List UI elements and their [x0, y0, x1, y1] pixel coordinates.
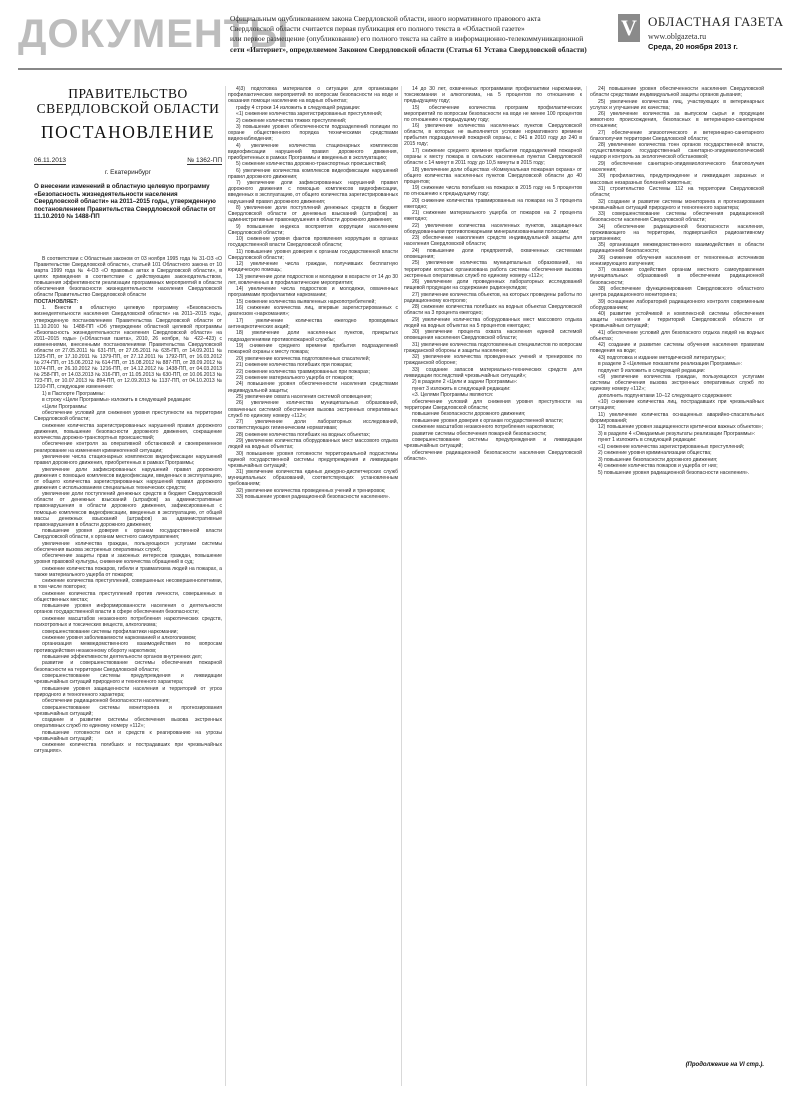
paragraph: 25) увеличение охвата населения системой оповещения; — [236, 393, 372, 400]
paragraph: снижение количества преступлений против личности, совершенных в общественных местах; — [34, 590, 222, 603]
paragraph: 3) повышение уровня обеспеченности подразделений полиции по охране общественного порядка техническими средствами видеонаблюдения; — [228, 124, 398, 143]
paragraph: 2) в разделе 2 «Цели и задачи Программы»: — [412, 379, 518, 386]
paragraph: 2) снижение уровня криминализации общества; — [598, 450, 712, 457]
paragraph: 2) снижение количества тяжких преступлений; — [236, 117, 347, 124]
notice-line: или первое размещение (опубликование) его полного текста на сайте в информационно-телекоммуникационной — [230, 34, 584, 44]
paragraph: 34) обеспечение радиационной безопасности населения, проживающего на территории, подвергшейся радиоактивному загрязнению; — [590, 223, 764, 242]
paragraph: «3. Целями Программы являются: — [412, 392, 494, 399]
paragraph: обеспечение радиационной безопасности населения Свердловской области». — [404, 449, 582, 462]
decree-meta — [34, 157, 222, 165]
notice-line: сети «Интернет», определяемом Законом Свердловской области (Статья 61 Устава Свердловской области) — [230, 44, 587, 54]
government-name — [34, 86, 222, 116]
paragraph: 43) подготовка и издание методической литературы»; — [598, 354, 726, 361]
paragraph: 5) повышение уровня радиационной безопасности населения». — [598, 469, 750, 476]
paragraph: пункт 1 изложить в следующей редакции: — [598, 437, 697, 444]
paragraph: 29) увеличение количества оборудованных мест массового отдыха людей на водных объектах; — [228, 438, 398, 451]
paragraph: 5) снижение количества дорожно-транспортных происшествий; — [236, 161, 387, 168]
paragraph: совершенствование системы предупреждения и ликвидации чрезвычайных ситуаций природного и техногенного характера; — [34, 673, 222, 686]
paragraph: 13) увеличение доли подростков и молодежи в возрасте от 14 до 30 лет, вовлеченных в профилактические мероприятия; — [228, 273, 398, 286]
paragraph: 32) увеличение количества проведенных учений и тренировок; — [236, 487, 386, 494]
paragraph: повышение уровня доверия к органам государственной власти Свердловской области, к органам местного самоуправления; — [34, 528, 222, 541]
text-column-1 — [34, 256, 222, 1086]
paragraph: обеспечение условий для снижения уровня преступности на территории Свердловской области; — [404, 398, 582, 411]
paragraph: 21) снижение количества погибших при пожарах; — [236, 362, 353, 369]
paragraph: 20) увеличение количества подготовленных спасателей; — [236, 355, 371, 362]
paragraph: «1) снижение количества зарегистрированных преступлений; — [236, 111, 383, 118]
paragraph: 38) обеспечение функционирования Свердловского областного центра радиационного мониторинга; — [590, 285, 764, 299]
paragraph: 1) в Паспорте Программы: — [42, 390, 105, 397]
paragraph: 17) снижение среднего времени прибытия подразделений пожарной охраны к месту пожара в сельских населенных пунктах Свердловской области с 14 минут в 2011 году до 10,5 минуты в 2015 году; — [404, 147, 582, 167]
paragraph: 20) снижение количества травмированных на пожарах на 3 процента ежегодно; — [404, 197, 582, 210]
paragraph: «1) снижение количества зарегистрированных преступлений; — [598, 443, 745, 450]
paragraph: 18) увеличение доли населенных пунктов, прикрытых подразделениями противопожарной службы; — [228, 330, 398, 343]
paragraph: подпункт 9 изложить в следующей редакции: — [598, 367, 705, 374]
paragraph: 40) развитие устойчивой и комплексной системы обеспечения защиты населения и территорий Свердловской области от чрезвычайных ситуаций; — [590, 311, 764, 330]
paragraph: «10) снижение количества лиц, пострадавших при чрезвычайных ситуациях; — [590, 399, 764, 412]
paragraph: обеспечение защиты прав и законных интересов граждан, повышение уровня правовой культуры, снижение количества обращений в суд; — [34, 553, 222, 566]
paragraph: увеличение числа стационарных комплексов видеофиксации нарушений правил дорожного движения, приобретенных в рамках Программы; — [34, 454, 222, 467]
paragraph: дополнить подпунктами 10–12 следующего содержания: — [598, 392, 733, 399]
paragraph: 16) снижение количества лиц, впервые зарегистрированных с диагнозом «наркомания»; — [228, 305, 398, 318]
paragraph: 16) увеличение количества населенных пунктов Свердловской области, в которых не выполняется условие нормативного времени прибытия подразделений пожарной охраны, с 841 в 2010 году до 240 в 2015 году; — [404, 123, 582, 148]
paragraph: совершенствование системы предупреждения и ликвидации чрезвычайных ситуаций; — [404, 437, 582, 450]
paragraph: 17) увеличение количества ежегодно проводимых антинаркотических акций; — [228, 317, 398, 330]
paragraph: 42) создание и развитие системы обучения населения правилам поведения на воде; — [590, 342, 764, 355]
paragraph: 12) увеличение числа граждан, получивших бесплатную юридическую помощь; — [228, 261, 398, 274]
paragraph: 26) увеличение доли проведенных лабораторных исследований пищевой продукции на содержание радионуклидов; — [404, 279, 582, 292]
paragraph: 31) увеличение количества единых дежурно-диспетчерских служб муниципальных образований, соответствующих установленным требованиям; — [228, 469, 398, 488]
paragraph: 18) увеличение доли обществах «Коммунальная пожарная охрана» от общего количества населенных пунктов Свердловской области до 40 процентов; — [404, 166, 582, 185]
paragraph: 26) увеличение количества муниципальных образований, охваченных системой обеспечения вызова экстренных оперативных служб по единому номеру «112»; — [228, 400, 398, 419]
paragraph: 15) снижение количества выявленных наркопотребителей; — [236, 298, 376, 305]
column-divider — [586, 86, 587, 1086]
paragraph: 26) увеличение количества за выпуском сырья и продукции животного происхождения, безопасных в ветеринарно-санитарном отношении; — [590, 111, 764, 130]
paragraph: 7) увеличение доли зафиксированных нарушений правил дорожного движения с помощью комплексов видеофиксации, введенных в эксплуатацию, от общего количества зарегистрированных нарушений правил дорожного движения; — [228, 180, 398, 205]
paragraph: снижение количества зарегистрированных нарушений правил дорожного движения, повышение безопасности дорожного движения, сокращение количества дорожно-транспортных происшествий; — [34, 422, 222, 441]
masthead — [18, 8, 782, 78]
paragraph: 32) создание и развитие системы мониторинга и прогнозирования чрезвычайных ситуаций природного и техногенного характера; — [590, 198, 764, 211]
decree-date: 06.11.2013 — [34, 157, 67, 164]
paragraph: 4) увеличение количества стационарных комплексов видеофиксации нарушений правил дорожного движения, приобретенных в рамках Программы и введенных в эксплуатацию; — [228, 142, 398, 161]
paragraph: 23) снижение материального ущерба от пожаров; — [236, 374, 354, 381]
paragraph: 19) снижение среднего времени прибытия подразделений пожарной охраны к месту пожара; — [228, 343, 398, 356]
text-column-3 — [404, 86, 582, 1086]
notice-line: Официальным опубликованием закона Свердловской области, иного нормативного правового акта — [230, 14, 541, 23]
newspaper-name: ОБЛАСТНАЯ ГАЗЕТА — [648, 14, 784, 29]
paragraph: ПОСТАНОВЛЯЕТ: — [34, 298, 79, 305]
paragraph: В соответствии с Областным законом от 03 ноября 1995 года № 31-ОЗ «О Правительстве Свердловской области», статьей 101 Областного закона от 10 марта 1999 года № 4-ОЗ «О правовых актах в Свердловской области», в целях приведения в соответствие с действующим законодательством, повышения эффективности реализации программных мероприятий в области обеспечения безопасности жизнедеятельности населения Свердловской области Правительство Свердловской области — [34, 256, 222, 299]
paragraph: в строку «Цели Программы» изложить в следующей редакции: — [42, 397, 192, 404]
government-name-line: СВЕРДЛОВСКОЙ ОБЛАСТИ — [36, 101, 220, 116]
paragraph: «9) увеличение количества граждан, пользующихся услугами системы обеспечения вызова экстренных оперативных служб по единому номеру «112»; — [590, 374, 764, 393]
paragraph: повышение уровня защищенности населения и территорий от угроз природного и техногенного характера; — [34, 685, 222, 698]
paragraph: 14) увеличение числа подростков и молодежи, охваченных программами профилактики наркомании; — [228, 286, 398, 299]
paragraph: повышение безопасности дорожного движения; — [412, 411, 526, 418]
paragraph: 30) повышение уровня готовности территориальной подсистемы единой государственной системы предупреждения и ликвидации чрезвычайных ситуаций; — [228, 450, 398, 469]
paragraph: 24) повышение уровня обеспеченности населения Свердловской области средствами индивидуальной защиты органов дыхания; — [590, 86, 764, 99]
paragraph: 35) организация межведомственного взаимодействия в области радиационной безопасности; — [590, 242, 764, 255]
paragraph: обеспечение контроля за оперативной обстановкой и своевременное реагирование на изменения криминогенной ситуации; — [34, 441, 222, 454]
paragraph: создание и развитие системы обеспечения вызова экстренных оперативных служб по единому номеру «112»; — [34, 717, 222, 730]
paragraph: снижение уровня заболеваемости наркоманией и алкоголизмом; — [42, 634, 197, 641]
paragraph: повышение уровня доверия к органам государственной власти; — [412, 417, 563, 424]
paragraph: увеличение количества граждан, пользующихся услугами системы обеспечения вызова экстренных оперативных служб; — [34, 540, 222, 553]
text-column-2 — [228, 86, 398, 1086]
paragraph: 21) снижение материального ущерба от пожаров на 2 процента ежегодно; — [404, 210, 582, 223]
paragraph: 1. Внести в областную целевую программу «Безопасность жизнедеятельности населения Свердловской области» на 2011–2015 годы, утвержденную постановлением Правительства Свердловской области от 11.10.2010 № 1488-ПП «Об утверждении областной целевой программы «Безопасность жизнедеятельности населения Свердловской области» на 2011–2015 годы» («Областная газета», 2010, 26 ноября, № 422–423) с изменениями, внесенными постановлениями Правительства Свердловской области от 27.05.2011 № 631-ПП, от 27.05.2011 № 635-ПП, от 14.09.2011 № 1225-ПП, от 17.10.2011 № 1379-ПП, от 27.12.2011 № 1792-ПП, от 16.03.2012 № 274-ПП, от 15.06.2012 № 614-ПП, от 15.08.2012 № 887-ПП, от 28.09.2012 № 1074-ПП, от 26.10.2012 № 1216-ПП, от 14.12.2012 № 1438-ПП, от 04.03.2013 № 258-ПП, от 14.03.2013 № 316-ПП, от 11.05.2013 № 630-ПП, от 10.06.2013 № 723-ПП, от 10.07.2013 № 894-ПП, от 12.09.2013 № 1137-ПП, от 04.10.2013 № 1210-ПП, следующие изменения: — [34, 305, 222, 391]
paragraph: 24) повышение доли предприятий, охваченных системами оповещения; — [404, 247, 582, 261]
paragraph: 3) повышение безопасности дорожного движения; — [598, 456, 718, 463]
paragraph: 15) обеспечение количества программ профилактических мероприятий по вопросам безопасности на воде не менее 100 процентов по отношению к предыдущему году; — [404, 104, 582, 123]
paragraph: 19) снижение числа погибших на пожарах в 2015 году на 5 процентов по отношению к предыдущему году; — [404, 185, 582, 198]
decree-header — [34, 86, 222, 221]
issue-date: Среда, 20 ноября 2013 г. — [648, 42, 738, 51]
paragraph: развитие системы обеспечения пожарной безопасности; — [412, 430, 547, 437]
paragraph: 27) увеличение доли лабораторных исследований, соответствующих гигиеническим нормативам; — [228, 419, 398, 432]
paragraph: снижение количества преступлений, совершенных несовершеннолетними, в том числе повторно; — [34, 578, 222, 591]
paragraph: повышение уровня информированности населения о деятельности органов государственной власти в сфере обеспечения безопасности; — [34, 603, 222, 616]
paragraph: 33) создание запасов материально-технических средств для ликвидации последствий чрезвычайных ситуаций»; — [404, 366, 582, 380]
section-title: ДОКУМЕНТЫ — [18, 12, 290, 56]
paragraph: 28) снижение количества погибших на водных объектах; — [236, 431, 371, 438]
paragraph: обеспечение условий для снижения уровня преступности на территории Свердловской области; — [34, 410, 222, 423]
paragraph: 11) увеличение количества оснащенных аварийно-спасательных формирований; — [590, 411, 764, 424]
paragraph: 37) оказание содействия органам местного самоуправления муниципальных образований в обеспечении радиационной безопасности; — [590, 267, 764, 286]
decree-city: г. Екатеринбург — [104, 169, 152, 176]
paragraph: 32) увеличение количества проведенных учений и тренировок по гражданской обороне; — [404, 354, 582, 367]
paragraph: 10) снижение уровня фактов проявления коррупции в органах государственной власти Свердловской области; — [228, 236, 398, 249]
newspaper-logo: V — [618, 14, 640, 42]
paragraph: 33) совершенствование системы обеспечения радиационной безопасности населения Свердловской области; — [590, 211, 764, 224]
paragraph: повышение эффективности деятельности органов внутренних дел; — [42, 653, 203, 660]
newspaper-site-link[interactable]: www.oblgazeta.ru — [648, 32, 707, 41]
paragraph: графу 4 строки 14 изложить в следующей редакции: — [236, 104, 361, 111]
paragraph: 36) снижение облучения населения от техногенных источников ионизирующего излучения; — [590, 254, 764, 267]
paragraph: в разделе 3 «Целевые показатели реализации Программы»: — [598, 361, 742, 368]
paragraph: 14 до 30 лет, охваченных программами профилактики наркомании, токсикомании и алкоголизма, на 5 процентов по отношению к предыдущему году; — [404, 86, 582, 105]
paragraph: 29) увеличение количества оборудованных мест массового отдыха людей на водных объектах на 5 процентов ежегодно; — [404, 316, 582, 329]
paragraph: 22) снижение количества травмированных при пожарах; — [236, 368, 370, 375]
paragraph: 8) увеличение доли поступлений денежных средств в бюджет Свердловской области от денежных взысканий (штрафов) за административные правонарушения в области дорожного движения; — [228, 205, 398, 224]
paragraph: 11) повышение уровня доверия к органам государственной власти Свердловской области; — [228, 248, 398, 261]
column-divider — [225, 86, 226, 1086]
paragraph: 41) обеспечение условий для безопасного отдыха людей на водных объектах; — [590, 329, 764, 342]
paragraph: 3) в разделе 4 «Ожидаемые результаты реализации Программы»: — [598, 430, 756, 437]
paragraph: пункт 3 изложить в следующей редакции: — [412, 385, 511, 392]
paragraph: 30) профилактика, предупреждение и ликвидация заразных и массовых незаразных болезней животных; — [590, 173, 764, 186]
paragraph: 30) увеличение процента охвата населения единой системой оповещения населения Свердловской области; — [404, 329, 582, 342]
masthead-rule — [18, 68, 782, 70]
paragraph: увеличение доли зафиксированных нарушений правил дорожного движения с помощью комплексов видеофиксации, введенных в эксплуатацию, от общего количества зарегистрированных нарушений правил дорожного движения с использованием специальных технических средств; — [34, 466, 222, 491]
decree-number: № 1362-ПП — [187, 157, 222, 164]
publication-notice — [230, 14, 610, 55]
paragraph: 25) увеличение количества муниципальных образований, на территории которых организована работа системы обеспечения вызова экстренных оперативных служб по единому номеру «112»; — [404, 260, 582, 279]
paragraph: 33) повышение уровня радиационной безопасности населения». — [236, 494, 390, 501]
paragraph: 28) увеличение количества тонн органов государственной власти, осуществляющих государственный санитарно-эпидемиологический надзор и контроль за экологической обстановкой; — [590, 142, 764, 161]
paragraph: 31) увеличение количества подготовленных специалистов по вопросам гражданской обороны и защиты населения; — [404, 341, 582, 354]
paragraph: 31) строительство Системы 112 на территории Свердловской области; — [590, 185, 764, 199]
text-column-4 — [590, 86, 764, 1056]
paragraph: снижение масштабов незаконного потребления наркотиков; — [412, 424, 555, 431]
paragraph: 29) обеспечение санитарно-эпидемиологического благополучия населения; — [590, 160, 764, 173]
paragraph: снижение количества пожаров, гибели и травматизма людей на пожарах, а также материального ущерба от пожаров; — [34, 565, 222, 578]
paragraph: 27) обеспечение эпизоотического и ветеринарно-санитарного благополучия территории Свердловской области; — [590, 129, 764, 142]
paragraph: 4)3) подготовка материалов о ситуации для организации профилактических мероприятий по вопросам безопасности на воде и оказания помощи населению на водных объектах; — [228, 86, 398, 105]
paragraph: 23) обеспечение накопления средств индивидуальной защиты для населения Свердловской области; — [404, 235, 582, 248]
paragraph: совершенствование системы профилактики наркомании; — [42, 628, 178, 635]
decree-title: ПОСТАНОВЛЕНИЕ — [41, 122, 215, 142]
paragraph: снижение количества погибших и пострадавших при чрезвычайных ситуациях». — [34, 742, 222, 755]
paragraph: «Цели Программы: — [42, 403, 88, 410]
paragraph: 25) увеличение количества лиц, участвующих в ветеринарных услугах и улучшение их качества; — [590, 98, 764, 111]
paragraph: совершенствование системы мониторинга и прогнозирования чрезвычайных ситуаций; — [34, 704, 222, 717]
paragraph: 27) увеличение количества объектов, на которых проведены работы по радиационному контролю; — [404, 291, 582, 304]
paragraph: обеспечение радиационной безопасности населения; — [42, 698, 170, 705]
paragraph: организация межведомственного взаимодействия по вопросам противодействия незаконному обороту наркотиков; — [34, 641, 222, 654]
paragraph: 4) снижение количества пожаров и ущерба от них; — [598, 463, 718, 470]
decree-heading: О внесении изменений в областную целевую программу «Безопасность жизнедеятельности населения Свердловской области» на 2011–2015 годы, утвержденную постановлением Правительства Свердловской области от 11.10.2010 № 1488-ПП — [34, 183, 216, 221]
notice-line: Свердловской области считается первая публикация его полного текста в «Областной газете» — [230, 24, 525, 34]
paragraph: 39) оснащение лабораторий радиационного контроля современным оборудованием; — [590, 298, 764, 311]
paragraph: снижение масштабов незаконного потребления наркотических средств, психотропных и токсических веществ, алкоголизма; — [34, 615, 222, 629]
paragraph: 9) повышение индекса восприятия коррупции населением Свердловской области; — [228, 223, 398, 236]
paragraph: повышение готовности сил и средств к реагированию на угрозы чрезвычайных ситуаций; — [34, 729, 222, 742]
column-divider — [401, 86, 402, 1086]
paragraph: 28) снижение количества погибших на водных объектах Свердловской области на 3 процента ежегодно; — [404, 304, 582, 317]
paragraph: 12) повышение уровня защищенности критически важных объектов»; — [598, 424, 764, 431]
newspaper-info — [648, 14, 782, 51]
paragraph: 6) увеличение количества комплексов видеофиксации нарушений правил дорожного движения; — [228, 167, 398, 180]
paragraph: развитие и совершенствование системы обеспечения пожарной безопасности на территории Свердловской области; — [34, 660, 222, 673]
paragraph: 22) увеличение количества населенных пунктов, защищенных оборудованными противопожарными минерализованными полосами; — [404, 222, 582, 235]
continuation-note: (Продолжение на VI стр.). — [685, 1062, 764, 1068]
government-name-line: ПРАВИТЕЛЬСТВО — [68, 86, 188, 101]
paragraph: 24) повышение уровня обеспеченности населения средствами индивидуальной защиты; — [228, 381, 398, 394]
paragraph: увеличение доли поступлений денежных средств в бюджет Свердловской области от денежных взысканий (штрафов) за административные правонарушения в области дорожного движения, зафиксированных с помощью комплексов видеофиксации, введенных в эксплуатацию, от общей массы денежных взысканий (штрафов) за административные правонарушения в области дорожного движения; — [34, 491, 222, 528]
